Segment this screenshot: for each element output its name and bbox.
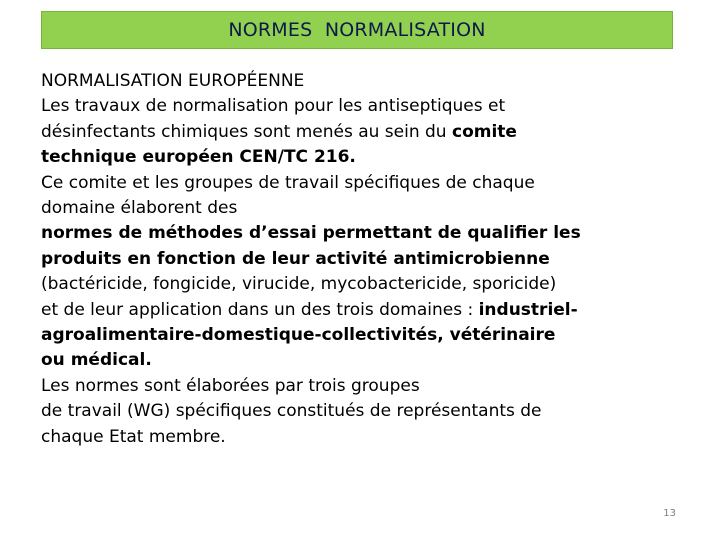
title-banner [41, 11, 673, 49]
text-segment: domaine élaborent des [41, 198, 238, 219]
text-line [41, 298, 681, 323]
bold-text-segment: comite [452, 121, 517, 142]
text-segment: de travail (WG) spécifiques constitués de représentants de [41, 401, 542, 422]
text-line [41, 272, 681, 297]
text-line [41, 348, 681, 373]
text-line [41, 120, 681, 145]
text-line [41, 425, 681, 450]
text-line [41, 94, 681, 119]
page-number: 13 [663, 508, 676, 519]
text-line [41, 323, 681, 348]
text-line [41, 221, 681, 246]
bold-text-segment: normes de méthodes d’essai permettant de qualifier les [41, 223, 581, 244]
text-segment: Les travaux de normalisation pour les antiseptiques et [41, 96, 506, 117]
bold-text-segment: ou médical. [41, 350, 152, 371]
text-segment: chaque Etat membre. [41, 426, 226, 447]
bold-text-segment: agroalimentaire-domestique-collectivités, vétérinaire [41, 325, 556, 346]
text-line [41, 247, 681, 272]
bold-text-segment: technique européen CEN/TC 216. [41, 147, 356, 168]
text-segment: et de leur application dans un des trois domaines : [41, 299, 479, 320]
text-segment: (bactéricide, fongicide, virucide, mycobactericide, sporicide) [41, 274, 557, 295]
text-line [41, 196, 681, 221]
text-line [41, 399, 681, 424]
text-line [41, 171, 681, 196]
text-segment: désinfectants chimiques sont menés au sein du [41, 121, 452, 142]
bold-text-segment: produits en fonction de leur activité antimicrobienne [41, 248, 550, 269]
text-segment: NORMALISATION EUROPÉENNE [41, 71, 305, 91]
text-segment: Les normes sont élaborées par trois groupes [41, 375, 420, 396]
text-line [41, 374, 681, 399]
text-line [41, 69, 681, 94]
slide-title: NORMES NORMALISATION [228, 19, 486, 41]
text-line [41, 145, 681, 170]
body-text [41, 69, 681, 450]
text-segment: Ce comite et les groupes de travail spécifiques de chaque [41, 172, 535, 193]
bold-text-segment: industriel- [478, 299, 578, 320]
